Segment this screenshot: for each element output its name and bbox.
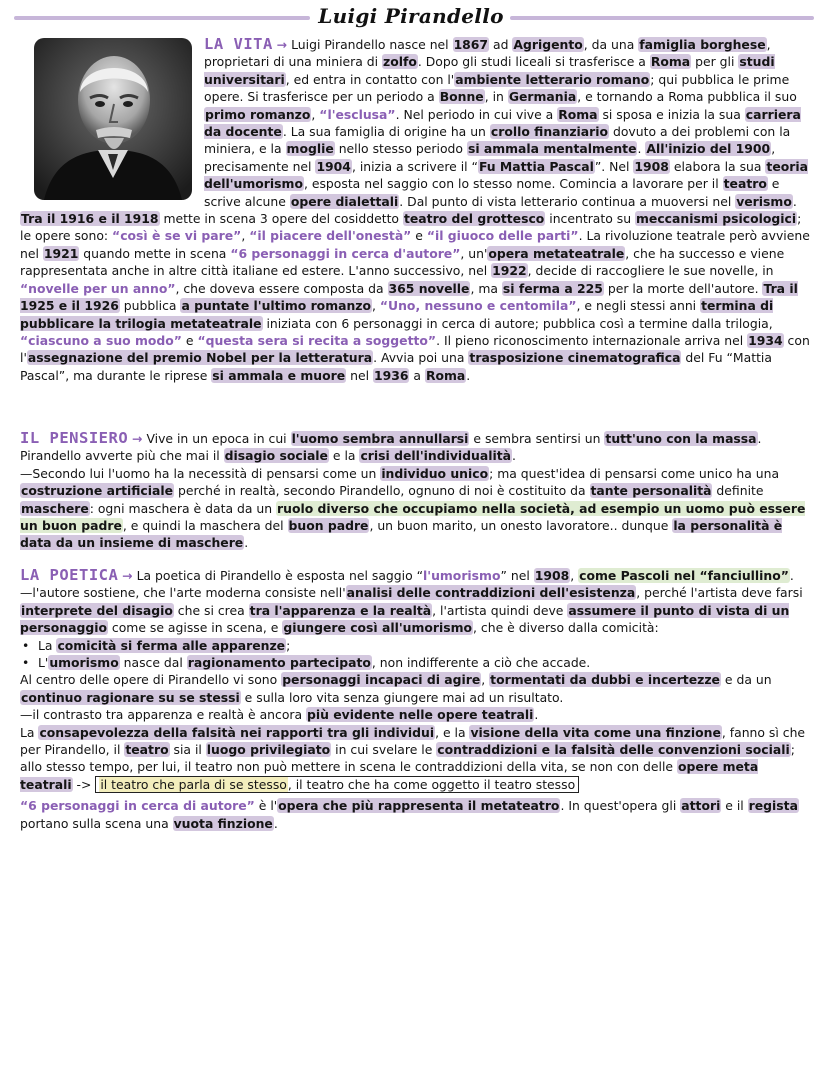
- poetica-paragraph: [20, 671, 810, 706]
- highlighted-text: opere dialettali: [290, 193, 399, 209]
- text-run: perché in realtà, secondo Pirandello, ognuno di noi è costituito da: [174, 483, 590, 499]
- highlighted-text: l'uomo sembra annullarsi: [291, 431, 469, 446]
- text-run: ” nel: [500, 568, 534, 583]
- text-run: ; ma quest'idea di pensarsi come unico ha una: [489, 465, 780, 481]
- text-run: dovuto a dei problemi con la miniera, e la: [204, 124, 791, 157]
- text-run: .: [244, 535, 249, 551]
- highlighted-text: Roma: [558, 106, 598, 122]
- text-run: L': [38, 655, 49, 671]
- text-run: ; le opere sono:: [20, 211, 802, 244]
- text-run: , l'artista quindi deve: [432, 602, 568, 618]
- poetica-paragraph: [20, 706, 810, 723]
- highlighted-text: attori: [681, 798, 721, 814]
- text-run: , e negli stessi anni: [576, 298, 701, 314]
- work-title: “Uno, nessuno e centomila”: [379, 298, 577, 314]
- text-run: per la morte dell'autore.: [603, 280, 763, 296]
- text-run: per gli: [691, 54, 739, 70]
- text-run: e: [181, 332, 198, 348]
- text-run: e sulla loro vita senza giungere mai ad un risultato.: [240, 689, 564, 705]
- work-title: l'umorismo: [423, 568, 501, 583]
- highlighted-text: assumere il punto di vista di un personaggio: [20, 602, 790, 636]
- highlighted-text: 1904: [316, 158, 351, 174]
- text-run: sia il: [169, 742, 206, 758]
- highlighted-text: la personalità è data da un insieme di maschere: [20, 518, 783, 551]
- work-title: “questa sera si recita a soggetto”: [197, 332, 437, 348]
- text-run: , un buon marito, un onesto lavoratore.. dunque: [369, 518, 673, 534]
- text-run: , inizia a scrivere il “: [351, 158, 478, 174]
- text-run: —l'autore sostiene, che l'arte moderna consiste nell': [20, 585, 346, 601]
- text-run: , e tornando a Roma pubblica il suo: [577, 89, 797, 105]
- highlighted-text: consapevolezza della falsità nei rapporti tra gli individui: [39, 724, 435, 740]
- poetica-paragraph: [20, 584, 810, 636]
- highlighted-text: tante personalità: [590, 483, 712, 499]
- highlighted-text: si ammala mentalmente: [467, 141, 637, 157]
- work-title: “il piacere dell'onestà”: [249, 228, 412, 244]
- text-run: ,: [372, 298, 380, 314]
- highlighted-text: opera metateatrale: [488, 245, 625, 261]
- title-divider-left: [14, 16, 310, 20]
- text-run: , un': [460, 245, 488, 261]
- highlighted-text: Germania: [508, 89, 577, 105]
- highlighted-text: teatro: [125, 742, 169, 758]
- highlighted-text: visione della vita come una finzione: [470, 724, 721, 740]
- highlighted-text: carriera da docente: [204, 106, 801, 140]
- page-title: Luigi Pirandello: [318, 4, 504, 28]
- highlighted-text: 365 novelle: [388, 280, 470, 296]
- highlighted-text: luogo privilegiato: [206, 742, 331, 758]
- highlighted-text: tra l'apparenza e la realtà: [249, 602, 432, 618]
- text-run: definite: [712, 483, 764, 499]
- highlighted-text: Bonne: [439, 89, 484, 105]
- highlighted-text: comicità si ferma alle apparenze: [57, 637, 286, 653]
- text-run: quando mette in scena: [79, 245, 231, 261]
- text-run: in cui svelare le: [331, 742, 437, 758]
- text-run: La: [20, 724, 39, 740]
- text-run: , che ha successo e viene rappresentata anche in altre città italiane ed estere. L'anno successivo, nel: [20, 245, 785, 279]
- highlighted-text: zolfo: [383, 54, 417, 70]
- text-run: , e quindi la maschera del: [122, 518, 288, 534]
- work-title: “6 personaggi in cerca di autore”: [20, 798, 255, 814]
- highlighted-text: Fu Mattia Pascal: [478, 158, 594, 174]
- text-run: , che doveva essere composta da: [175, 280, 388, 296]
- section-vita: [20, 36, 810, 384]
- work-title: “così è se vi pare”: [112, 228, 242, 244]
- comparison-list: [20, 637, 810, 672]
- text-run: . Il pieno riconoscimento internazionale arriva nel: [436, 332, 748, 348]
- text-run: iniziata con 6 personaggi in cerca di autore; pubblica così a termine dalla trilogia,: [262, 315, 773, 331]
- highlighted-text: 1867: [453, 37, 489, 52]
- text-run: La poetica di Pirandello è esposta nel saggio “: [132, 568, 424, 583]
- highlighted-text: tormentati da dubbi e incertezze: [490, 672, 720, 688]
- highlighted-text: come Pascoli nel “fanciullino”: [579, 568, 789, 583]
- text-run: che si crea: [173, 602, 249, 618]
- section-heading-poetica: LA POETICA: [20, 566, 119, 584]
- highlighted-text: personaggi incapaci di agire: [282, 672, 481, 688]
- text-run: del Fu “Mattia Pascal”, ma durante le riprese: [20, 350, 772, 383]
- highlighted-text: a puntate l'ultimo romanzo: [181, 298, 372, 314]
- text-run: ; allo stesso tempo, per lui, il teatro non può mettere in scena le contraddizioni della vita, se non con delle: [20, 742, 795, 775]
- highlighted-text: continuo ragionare su se stessi: [21, 689, 240, 705]
- text-run: , il teatro che ha come oggetto il teatro stesso: [287, 776, 576, 792]
- title-divider-right: [510, 16, 814, 20]
- highlighted-text: teoria dell'umorismo: [204, 158, 808, 192]
- text-run: . Nel periodo in cui vive a: [395, 106, 558, 122]
- highlighted-text: primo romanzo: [205, 106, 311, 122]
- arrow-icon: →: [276, 37, 288, 52]
- text-run: , fanno sì che per Pirandello, il: [20, 724, 806, 758]
- highlighted-text: 1908: [634, 158, 669, 174]
- text-run: come se agisse in scena, e: [107, 620, 283, 636]
- highlighted-text: costruzione artificiale: [21, 483, 174, 499]
- highlighted-text: verismo: [736, 193, 792, 209]
- text-run: a: [409, 367, 425, 383]
- text-run: si sposa e inizia la sua: [598, 106, 745, 122]
- text-run: nello stesso periodo: [334, 141, 467, 157]
- title-row: [0, 4, 828, 30]
- poetica-paragraph: [20, 797, 810, 832]
- highlighted-text: 1936: [373, 367, 409, 383]
- highlighted-text: individuo unico: [381, 465, 489, 481]
- text-run: , proprietari di una miniera di: [204, 37, 771, 70]
- list-item: [38, 637, 810, 654]
- text-run: ;: [286, 637, 291, 653]
- text-run: ,: [241, 228, 250, 244]
- text-run: , che è diverso dalla comicità:: [473, 620, 659, 636]
- text-run: .: [792, 193, 797, 209]
- highlighted-text: moglie: [286, 141, 334, 157]
- highlighted-text: Roma: [425, 367, 466, 383]
- work-title: “novelle per un anno”: [20, 280, 176, 296]
- text-run: ,: [570, 568, 579, 583]
- highlighted-text: giungere così all'umorismo: [283, 620, 473, 636]
- highlighted-text: 1922: [492, 263, 527, 279]
- highlighted-text: maschere: [21, 500, 89, 516]
- vita-paragraph: [20, 36, 810, 384]
- text-run: .: [637, 141, 646, 157]
- highlighted-text: Roma: [650, 54, 691, 70]
- text-run: , precisamente nel: [204, 141, 776, 174]
- text-run: . La sua famiglia di origine ha un: [282, 124, 490, 140]
- highlighted-text: analisi delle contraddizioni dell'esistenza: [346, 585, 636, 601]
- highlighted-text: Agrigento: [513, 37, 583, 52]
- arrow-icon: →: [122, 568, 133, 583]
- text-run: .: [466, 367, 471, 383]
- text-run: La: [38, 637, 57, 653]
- section-poetica: [20, 567, 810, 832]
- text-run: ,: [311, 106, 320, 122]
- highlighted-text: si ferma a 225: [502, 280, 603, 296]
- pensiero-paragraph: [20, 465, 810, 552]
- text-run: . In quest'opera gli: [560, 798, 681, 814]
- work-title: “ciascuno a suo modo”: [20, 332, 182, 348]
- highlighted-text: 1934: [748, 332, 783, 348]
- highlighted-text: interprete del disagio: [21, 602, 173, 618]
- section-pensiero: [20, 430, 810, 552]
- highlighted-text: vuota finzione: [173, 815, 273, 831]
- highlighted-text: ambiente letterario romano: [455, 71, 650, 87]
- text-run: mette in scena 3 opere del cosiddetto: [159, 211, 403, 227]
- text-run: portano sulla scena una: [20, 815, 173, 831]
- section-heading-pensiero: IL PENSIERO: [20, 429, 129, 447]
- highlighted-text: 1908: [534, 568, 570, 583]
- highlighted-text: si ammala e muore: [212, 367, 346, 383]
- text-run: nel: [346, 367, 373, 383]
- text-run: e: [411, 228, 427, 244]
- text-run: —Secondo lui l'uomo ha la necessità di pensarsi come un: [20, 465, 381, 481]
- text-run: Al centro delle opere di Pirandello vi sono: [20, 672, 282, 688]
- text-run: ; qui pubblica le prime opere. Si trasferisce per un periodo a: [204, 71, 790, 105]
- text-run: ad: [489, 37, 513, 52]
- text-run: e la: [328, 448, 360, 464]
- highlighted-text: termina di pubblicare la trilogia metateatrale: [20, 298, 774, 331]
- text-run: ->: [72, 776, 96, 792]
- list-item: [38, 654, 810, 671]
- poetica-intro: [20, 567, 810, 584]
- highlighted-text: assegnazione del premio Nobel per la letteratura: [27, 350, 373, 366]
- highlighted-text: umorismo: [49, 655, 119, 671]
- text-run: nasce dal: [119, 655, 187, 671]
- text-run: , ed entra in contatto con l': [285, 71, 455, 87]
- section-heading-vita: LA VITA: [204, 35, 273, 53]
- text-run: incentrato su: [545, 211, 636, 227]
- pensiero-intro: [20, 430, 810, 465]
- highlighted-text: buon padre: [288, 518, 369, 534]
- text-run: è l': [254, 798, 278, 814]
- poetica-paragraph: [20, 724, 810, 794]
- text-run: ,: [481, 672, 490, 688]
- highlighted-text: teatro del grottesco: [403, 211, 545, 227]
- highlighted-text: teatro: [723, 176, 767, 192]
- text-run: pubblica: [119, 298, 181, 314]
- highlighted-text: il teatro che parla di se stesso: [100, 776, 287, 792]
- text-run: , in: [484, 89, 508, 105]
- text-run: .: [273, 815, 278, 831]
- text-run: . Avvia poi una: [373, 350, 469, 366]
- text-run: .: [789, 568, 794, 583]
- highlighted-text: contraddizioni e la falsità delle convenzioni sociali: [437, 742, 790, 758]
- text-run: , ma: [470, 280, 502, 296]
- poetica-text: [133, 568, 794, 583]
- highlighted-text: meccanismi psicologici: [636, 211, 797, 227]
- text-run: e da un: [720, 672, 772, 688]
- highlighted-text: regista: [748, 798, 798, 814]
- text-run: e scrive alcune: [204, 176, 780, 209]
- highlighted-text: Tra il 1916 e il 1918: [21, 211, 159, 227]
- highlighted-text: All'inizio del 1900: [646, 141, 771, 157]
- text-run: . Dal punto di vista letterario continua a muoversi nel: [399, 193, 736, 209]
- text-run: , esposta nel saggio con lo stesso nome. Comincia a lavorare per il: [303, 176, 723, 192]
- text-run: ”. Nel: [594, 158, 634, 174]
- text-run: e sembra sentirsi un: [469, 431, 605, 446]
- text-run: , non indifferente a ciò che accade.: [371, 655, 591, 671]
- highlighted-text: ragionamento partecipato: [187, 655, 371, 671]
- highlighted-text: crisi dell'individualità: [360, 448, 511, 464]
- text-run: . Pirandello avverte più che mai il: [20, 431, 762, 464]
- text-run: : ogni maschera è data da un: [89, 500, 277, 516]
- text-run: , perché l'artista deve farsi: [636, 585, 803, 601]
- highlighted-text: disagio sociale: [224, 448, 328, 464]
- highlighted-text: trasposizione cinematografica: [469, 350, 681, 366]
- work-title: “6 personaggi in cerca d'autore”: [230, 245, 461, 261]
- text-run: , da una: [583, 37, 639, 52]
- highlighted-text: famiglia borghese: [639, 37, 766, 52]
- text-run: Vive in un epoca in cui: [142, 431, 291, 446]
- arrow-icon: →: [132, 431, 143, 446]
- highlighted-text: crollo finanziario: [490, 124, 609, 140]
- text-run: , decide di raccogliere le sue novelle, in: [527, 263, 774, 279]
- text-run: con l': [20, 332, 810, 366]
- text-run: e il: [721, 798, 748, 814]
- text-run: Luigi Pirandello nasce nel: [291, 37, 453, 52]
- text-run: .: [512, 448, 516, 464]
- highlighted-text: studi universitari: [204, 54, 775, 87]
- highlighted-text: ruolo diverso che occupiamo nella società, ad esempio un uomo può essere un buon padre: [20, 500, 806, 534]
- work-title: “il giuoco delle parti”: [426, 228, 579, 244]
- text-run: , e la: [435, 724, 470, 740]
- pirandello-portrait: [34, 38, 192, 200]
- highlighted-text: opere meta teatrali: [20, 759, 759, 792]
- highlighted-text: Tra il 1925 e il 1926: [20, 280, 798, 314]
- work-title: “l'esclusa”: [319, 106, 396, 122]
- highlighted-text: 1921: [43, 245, 79, 261]
- highlighted-text: tutt'uno con la massa: [605, 431, 757, 446]
- text-run: . La rivoluzione teatrale però avviene nel: [20, 228, 810, 261]
- text-run: . Dopo gli studi liceali si trasferisce a: [417, 54, 650, 70]
- highlighted-text: più evidente nelle opere teatrali: [307, 707, 534, 723]
- metateatro-definition-box: [95, 776, 579, 793]
- text-run: elabora la sua: [669, 158, 766, 174]
- text-run: .: [534, 707, 539, 723]
- highlighted-text: opera che più rappresenta il metateatro: [278, 798, 560, 814]
- text-run: —il contrasto tra apparenza e realtà è ancora: [20, 707, 307, 723]
